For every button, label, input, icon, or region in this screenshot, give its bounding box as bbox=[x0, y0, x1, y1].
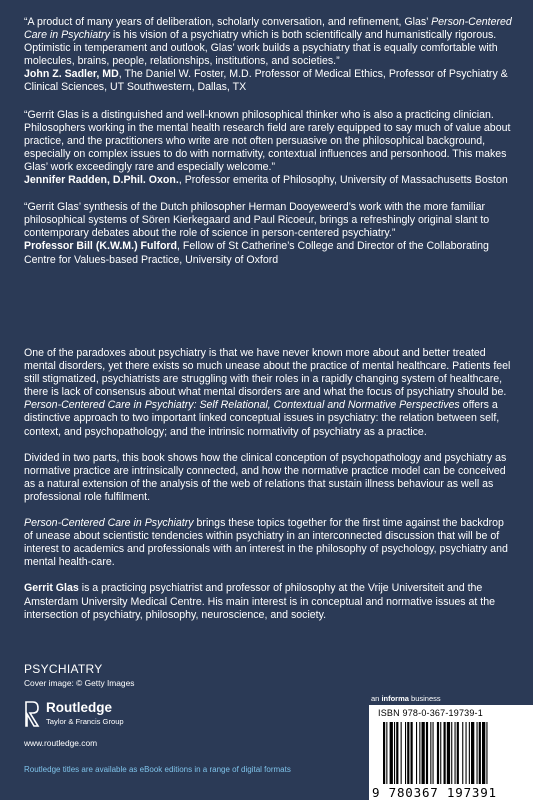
endorsement-attribution bbox=[24, 68, 512, 94]
quote-text: is his vision of a psychiatry which is both scientifically and humanistically rigorous. Optimistic in temperament and outlook, Glas’ work builds a psychiatry that is equally comfortable with molecules, brains, people, relationships, institutions, and societies.” bbox=[24, 29, 498, 68]
ebook-note: Routledge titles are available as eBook editions in a range of digital formats bbox=[24, 765, 291, 774]
endorsements bbox=[24, 16, 512, 281]
endorsement-quote bbox=[24, 16, 512, 68]
endorser-role: , Fellow of St Catherine’s College and Director of the Collaborating Centre for Values-based Practice, University of Oxford bbox=[24, 240, 489, 266]
description-paragraph: Divided in two parts, this book shows how the clinical conception of psychopathology and psychiatry as normative practice are intrinsically connected, and how the normative practice model can be conceived as a natural extension of the analysis of the web of relations that sustain illness behaviour as well as professional role fulfilment. bbox=[24, 451, 507, 503]
book-title-italic: Person-Centered Care in Psychiatry: Self Relational, Contextual and Normative Perspectives bbox=[24, 399, 460, 412]
paragraph-text: brings these topics together for the first time against the backdrop of unease about scientistic tendencies within psychiatry in an interconnected discussion that will be of interest to academics and professionals with an interest in the philosophy of psychology, psychiatry and mental health-care. bbox=[24, 517, 508, 569]
informa-text: business bbox=[408, 694, 441, 703]
barcode-icon bbox=[383, 722, 529, 790]
barcode-panel bbox=[369, 705, 533, 800]
publisher-url[interactable]: www.routledge.com bbox=[24, 738, 98, 748]
endorsement-attribution bbox=[24, 240, 512, 266]
informa-text: an bbox=[371, 694, 382, 703]
author-name: Gerrit Glas bbox=[24, 582, 79, 595]
quote-book-title: Person-Centered Care in Psychiatry bbox=[24, 16, 512, 42]
publisher-group: Taylor & Francis Group bbox=[46, 717, 124, 726]
publisher-logo bbox=[24, 700, 164, 730]
informa-brand: informa bbox=[381, 694, 409, 703]
endorsement-quote bbox=[24, 109, 512, 174]
endorsement-attribution bbox=[24, 174, 512, 187]
author-bio-text: is a practicing psychiatrist and professor of philosophy at the Vrije Universiteit and the Amsterdam University Medical Centre. His main interest is in conceptual and normative issues at the intersection of psychiatry, philosophy, neuroscience, and society. bbox=[24, 582, 496, 621]
endorsement-quote bbox=[24, 201, 512, 240]
quote-text: “Gerrit Glas’ synthesis of the Dutch philosopher Herman Dooyeweerd’s work with the more familiar philosophical systems of Sören Kierkegaard and Paul Ricoeur, brings a refreshingly original slant to contemporary debates about the role of science in person-centered psychiatry.” bbox=[24, 201, 490, 240]
book-description bbox=[24, 347, 512, 635]
book-title-italic: Person-Centered Care in Psychiatry bbox=[24, 517, 194, 530]
barcode-digits: 9 780367 197391 bbox=[372, 785, 497, 800]
description-paragraph bbox=[24, 347, 512, 439]
endorser-role: , The Daniel W. Foster, M.D. Professor of Medical Ethics, Professor of Psychiatry & Clinical Sciences, UT Southwestern, Dallas, TX bbox=[24, 68, 508, 94]
informa-tagline bbox=[371, 694, 441, 703]
endorser-name: John Z. Sadler, MD bbox=[24, 68, 119, 81]
isbn: ISBN 978-0-367-19739-1 bbox=[378, 708, 483, 718]
publisher-name: Routledge bbox=[46, 700, 112, 715]
paragraph-text: offers a distinctive approach to two important linked conceptual issues in psychiatry: the relation between self, context, and psychopathology; and the intrinsic normativity of psychiatry as a practice. bbox=[24, 399, 500, 438]
endorser-role: , Professor emerita of Philosophy, University of Massachusetts Boston bbox=[178, 174, 508, 187]
quote-text: “A product of many years of deliberation, scholarly conversation, and refinement, Glas’ bbox=[24, 16, 432, 28]
description-paragraph bbox=[24, 517, 512, 569]
paragraph-text: One of the paradoxes about psychiatry is that we have never known more about and better treated mental disorders, yet there exists so much unease about the practice of mental healthcare. Patients feel still stigmatized, psychiatrists are struggling with their roles in a rapidly changing system of healthcare, there is lack of consensus about what mental disorders are and what the focus of psychiatry should be. bbox=[24, 347, 511, 399]
cover-credit: Cover image: © Getty Images bbox=[24, 678, 135, 688]
subject-category: PSYCHIATRY bbox=[24, 662, 103, 676]
quote-text: “Gerrit Glas is a distinguished and well-known philosophical thinker who is also a practicing clinician. Philosophers working in the mental health research field are rarely equipped to say much of value about practice, and the practitioners who write are not often persuasive on the philosophical background, especially on complex issues to do with normativity, contextual influences and personhood. This makes Glas’ work exceedingly rare and especially welcome.” bbox=[24, 108, 511, 173]
author-bio bbox=[24, 582, 512, 621]
routledge-logo-icon bbox=[24, 700, 40, 728]
endorser-name: Professor Bill (K.W.M.) Fulford bbox=[24, 240, 178, 253]
endorser-name: Jennifer Radden, D.Phil. Oxon. bbox=[24, 174, 179, 187]
